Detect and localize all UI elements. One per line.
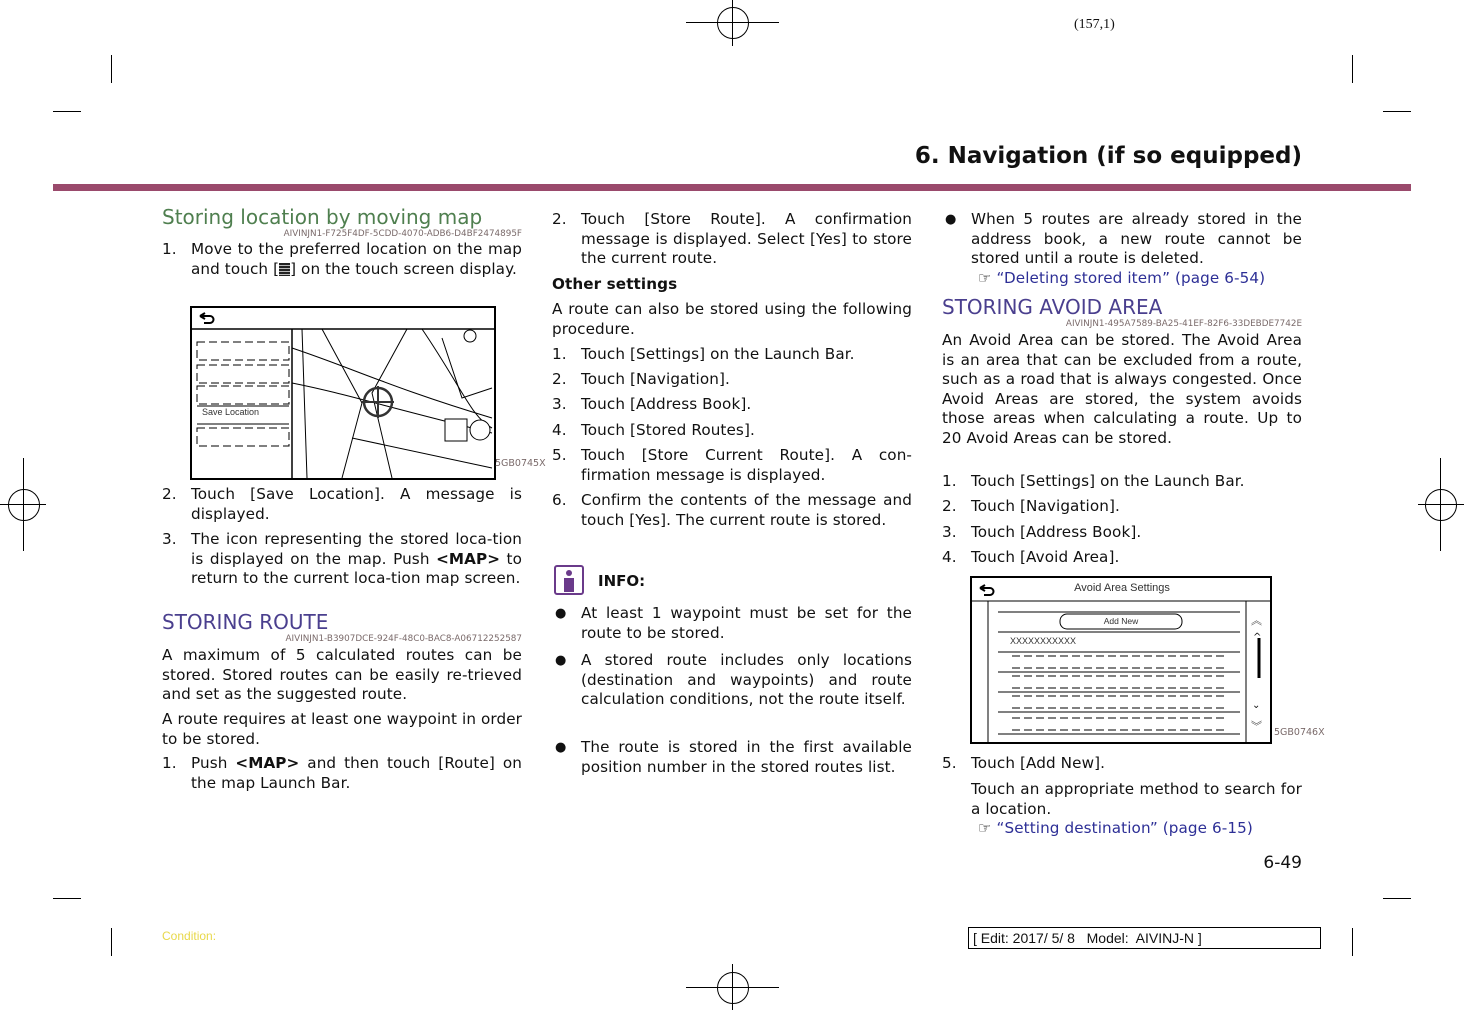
- registration-mark: [717, 7, 749, 39]
- add-new-button: Add New: [1103, 616, 1139, 626]
- map-key: <MAP>: [436, 549, 501, 568]
- map-illustration: [192, 308, 494, 478]
- section-heading: STORING ROUTE: [162, 610, 329, 634]
- list-item: 1. Touch [Settings] on the Launch Bar.: [942, 472, 1245, 490]
- cross-reference[interactable]: [978, 819, 1253, 839]
- bullet-item: ● A stored route includes only locations (destination and waypoints) and route calculation conditions, not the route itself.: [555, 651, 912, 709]
- bullet-item: ● The route is stored in the first available position number in the stored routes list.: [555, 738, 912, 776]
- paragraph: Touch an appropriate method to search for a location.: [971, 780, 1302, 818]
- list-item: 5. Touch [Add New].: [942, 754, 1106, 772]
- list-item: 1. Move to the preferred location on the map and touch [ ] on the touch screen display.: [162, 240, 522, 278]
- list-item: 4. Touch [Avoid Area].: [942, 548, 1120, 566]
- registration-mark: [717, 972, 749, 1004]
- list-item: 1. Push <MAP> and then touch [Route] on the map Launch Bar.: [162, 754, 522, 792]
- edit-info-box: [ Edit: 2017/ 5/ 8 Model: AIVINJ-N ]: [968, 927, 1321, 949]
- step-text: Touch [Store Current Route]. A con-firmation message is displayed.: [581, 446, 912, 484]
- step-text: Touch [Save Location]. A message is displayed.: [191, 485, 522, 523]
- list-item: 2. Touch [Store Route]. A confirmation message is displayed. Select [Yes] to store the current route.: [552, 210, 912, 268]
- step-text: Touch [Navigation].: [581, 370, 730, 388]
- info-icon: [554, 565, 584, 595]
- link-setting-destination[interactable]: “Setting destination” (page 6-15): [996, 819, 1253, 837]
- info-label: INFO:: [598, 572, 646, 590]
- paragraph: A route can also be stored using the following procedure.: [552, 300, 912, 338]
- step-text: to return to the current loca-tion map screen.: [191, 549, 523, 588]
- step-text: Touch [Avoid Area].: [971, 548, 1120, 566]
- registration-mark: [8, 489, 40, 521]
- figure-label: 5GB0745X: [495, 458, 546, 469]
- pointing-hand-icon: ☞: [978, 269, 992, 287]
- crop-mark: [111, 55, 112, 83]
- section-heading: Storing location by moving map: [162, 205, 483, 229]
- step-text: The icon representing the stored loca-tion is displayed on the map. Push: [191, 530, 522, 568]
- page-up-icon: ︽: [1251, 614, 1262, 627]
- subheading: Other settings: [552, 275, 678, 293]
- save-location-button: Save Location: [202, 407, 260, 417]
- page-ref: (157,1): [1074, 17, 1115, 32]
- step-text: Touch [Add New].: [971, 754, 1106, 772]
- scroll-down-icon: ⌄: [1252, 700, 1261, 711]
- screen-title: Avoid Area Settings: [1074, 582, 1170, 594]
- crop-mark: [1383, 111, 1411, 112]
- step-text: Touch [Address Book].: [581, 395, 752, 413]
- crop-mark: [1352, 928, 1353, 956]
- step-text: Touch [Settings] on the Launch Bar.: [971, 472, 1245, 490]
- step-text: Move to the preferred location on the map and touch [: [191, 240, 522, 278]
- step-text: and then touch [Route] on the map Launch Bar.: [191, 754, 522, 792]
- list-item: 4. Touch [Stored Routes].: [552, 421, 755, 439]
- crop-mark: [53, 898, 81, 899]
- registration-mark: [1425, 489, 1457, 521]
- menu-list-icon: [279, 263, 290, 276]
- list-item: 2. Touch [Navigation].: [552, 370, 730, 388]
- step-text: Confirm the contents of the message and touch [Yes]. The current route is stored.: [581, 491, 912, 529]
- section-heading: STORING AVOID AREA: [942, 295, 1163, 319]
- list-item: 3. Touch [Address Book].: [942, 523, 1142, 541]
- condition-label: Condition:: [162, 929, 217, 943]
- bullet-item: ● When 5 routes are already stored in the address book, a new route cannot be stored until a route is deleted.: [945, 210, 1302, 268]
- figure-map-screen: [190, 306, 496, 480]
- step-text: Push: [191, 754, 236, 772]
- figure-label: 5GB0746X: [1274, 727, 1325, 738]
- map-key: <MAP>: [235, 754, 300, 772]
- bullet-text: A stored route includes only locations (destination and waypoints) and route calculation conditions, not the route itself.: [581, 651, 912, 709]
- section-id: AIVINJN1-495A7589-BA25-41EF-82F6-33DEBDE7742E: [1065, 319, 1302, 329]
- pointing-hand-icon: ☞: [978, 819, 992, 837]
- avoid-area-illustration: [972, 578, 1272, 744]
- page-number: 6-49: [1263, 853, 1302, 873]
- paragraph: An Avoid Area can be stored. The Avoid Area is an area that can be excluded from a route, such as a road that is always congested. Once Avoid Areas are stored, the system avoids those areas when calculating a route. Up to 20 Avoid Areas can be stored.: [942, 331, 1302, 447]
- list-item: 6. Confirm the contents of the message and touch [Yes]. The current route is stored.: [552, 491, 912, 529]
- page-down-icon: ︾: [1251, 720, 1262, 733]
- step-text: Touch [Stored Routes].: [581, 421, 755, 439]
- figure-avoid-area-screen: [970, 576, 1272, 744]
- bullet-text: When 5 routes are already stored in the address book, a new route cannot be stored until a route is deleted.: [971, 210, 1302, 268]
- paragraph: A route requires at least one waypoint in order to be stored.: [162, 710, 522, 748]
- crop-mark: [1352, 55, 1353, 83]
- avoid-area-entry: XXXXXXXXXXX: [1010, 636, 1077, 646]
- paragraph: A maximum of 5 calculated routes can be stored. Stored routes can be easily re-trieved and set as the suggested route.: [162, 646, 522, 704]
- header-bar: [53, 184, 1411, 191]
- cross-reference[interactable]: [978, 269, 1265, 289]
- section-id: AIVINJN1-B3907DCE-924F-48C0-BAC8-A06712252587: [285, 634, 522, 644]
- section-id: AIVINJN1-F725F4DF-5CDD-4070-ADB6-D4BF2474895F: [283, 229, 522, 239]
- step-text: Touch [Store Route]. A confirmation message is displayed. Select [Yes] to store the current route.: [581, 210, 912, 268]
- crop-mark: [111, 928, 112, 956]
- list-item: 3. The icon representing the stored loca-tion is displayed on the map. Push <MAP> to return to the current loca-tion map screen.: [162, 530, 523, 588]
- step-text: Touch [Navigation].: [971, 497, 1120, 515]
- step-text: ] on the touch screen display.: [290, 259, 517, 278]
- bullet-text: At least 1 waypoint must be set for the route to be stored.: [581, 604, 912, 642]
- list-item: 5. Touch [Store Current Route]. A con-firmation message is displayed.: [552, 446, 912, 484]
- scroll-up-icon: ^: [1253, 632, 1262, 643]
- crop-mark: [53, 111, 81, 112]
- step-text: Touch [Address Book].: [971, 523, 1142, 541]
- crop-mark: [1383, 898, 1411, 899]
- bullet-item: ● At least 1 waypoint must be set for the route to be stored.: [555, 604, 912, 642]
- list-item: 2. Touch [Navigation].: [942, 497, 1120, 515]
- step-text: Touch [Settings] on the Launch Bar.: [581, 345, 855, 363]
- bullet-text: The route is stored in the first available position number in the stored routes list.: [581, 738, 912, 776]
- list-item: 1. Touch [Settings] on the Launch Bar.: [552, 345, 855, 363]
- list-item: 3. Touch [Address Book].: [552, 395, 752, 413]
- list-item: 2. Touch [Save Location]. A message is displayed.: [162, 485, 522, 523]
- chapter-title: 6. Navigation (if so equipped): [914, 143, 1302, 169]
- link-deleting-stored-item[interactable]: “Deleting stored item” (page 6-54): [996, 269, 1266, 287]
